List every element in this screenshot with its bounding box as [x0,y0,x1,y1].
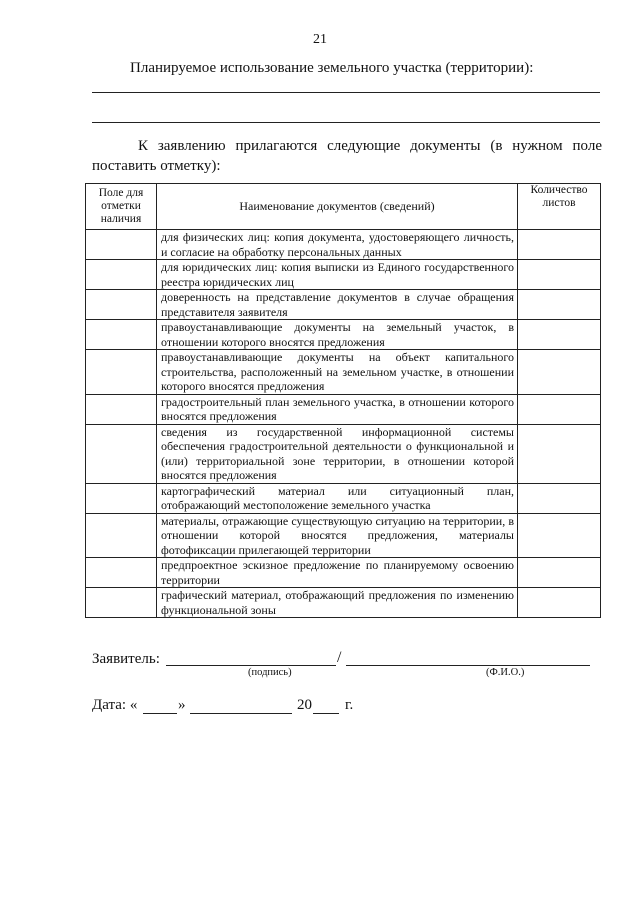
signature-line[interactable] [166,665,336,666]
planned-use-line-1[interactable] [92,92,600,93]
document-name: материалы, отражающие существующую ситуацию на территории, в отношении которой вносятся предложения, материалы фотофиксации прилегающей территории [157,513,518,558]
table-row [86,260,601,290]
table-row [86,588,601,618]
sheet-count-cell[interactable] [518,230,601,260]
signature-caption: (подпись) [248,667,292,678]
header-mark: Поле для отметки наличия [86,184,157,230]
header-name: Наименование документов (сведений) [157,184,518,230]
table-row [86,394,601,424]
planned-use-label: Планируемое использование земельного участка (территории): [130,60,534,76]
date-label: Дата: « [92,697,138,713]
planned-use-line-2[interactable] [92,122,600,123]
sheet-count-cell[interactable] [518,260,601,290]
documents-table [85,183,601,618]
table-row [86,483,601,513]
page-number: 21 [313,32,327,47]
document-name: сведения из государственной информационной системы обеспечения градостроительной деятельности о функциональной и (или) территориальной зоне территории, в отношении которой вносятся предложения [157,424,518,483]
mark-cell[interactable] [86,394,157,424]
document-name: для юридических лиц: копия выписки из Единого государственного реестра юридических лиц [157,260,518,290]
document-name: предпроектное эскизное предложение по планируемому освоению территории [157,558,518,588]
sheet-count-cell[interactable] [518,320,601,350]
table-row [86,424,601,483]
table-row [86,513,601,558]
mark-cell[interactable] [86,230,157,260]
sheet-count-cell[interactable] [518,558,601,588]
date-day-line[interactable] [143,713,177,714]
mark-cell[interactable] [86,558,157,588]
sheet-count-cell[interactable] [518,513,601,558]
mark-cell[interactable] [86,260,157,290]
mark-cell[interactable] [86,588,157,618]
full-name-caption: (Ф.И.О.) [486,667,525,678]
date-year-line[interactable] [313,713,339,714]
mark-cell[interactable] [86,483,157,513]
document-name: градостроительный план земельного участка, в отношении которого вносятся предложения [157,394,518,424]
mark-cell[interactable] [86,513,157,558]
table-row [86,320,601,350]
date-close-quote: » [178,697,186,713]
table-row [86,290,601,320]
document-name: правоустанавливающие документы на объект капитального строительства, расположенный на земельном участке, в отношении которого вносятся предложения [157,350,518,395]
table-row [86,350,601,395]
date-month-line[interactable] [190,713,292,714]
header-count: Количество листов [518,184,601,230]
mark-cell[interactable] [86,350,157,395]
document-name: доверенность на представление документов в случае обращения представителя заявителя [157,290,518,320]
sheet-count-cell[interactable] [518,483,601,513]
document-name: графический материал, отображающий предложения по изменению функциональной зоны [157,588,518,618]
attachments-intro: К заявлению прилагаются следующие документы (в нужном поле поставить отметку): [92,138,602,174]
sheet-count-cell[interactable] [518,350,601,395]
sheet-count-cell[interactable] [518,290,601,320]
document-name: правоустанавливающие документы на земельный участок, в отношении которого вносятся предложения [157,320,518,350]
mark-cell[interactable] [86,424,157,483]
full-name-line[interactable] [346,665,590,666]
date-year-suffix: г. [345,697,354,713]
sheet-count-cell[interactable] [518,394,601,424]
table-row [86,230,601,260]
sheet-count-cell[interactable] [518,588,601,618]
sheet-count-cell[interactable] [518,424,601,483]
documents-table-body [86,230,601,618]
date-year-prefix: 20 [297,697,312,713]
mark-cell[interactable] [86,320,157,350]
table-row [86,558,601,588]
document-name: для физических лиц: копия документа, удостоверяющего личность, и согласие на обработку персональных данных [157,230,518,260]
applicant-label: Заявитель: [92,651,160,667]
table-header-row [86,184,601,230]
document-name: картографический материал или ситуационный план, отображающий местоположение земельного участка [157,483,518,513]
mark-cell[interactable] [86,290,157,320]
signature-slash: / [337,649,342,666]
